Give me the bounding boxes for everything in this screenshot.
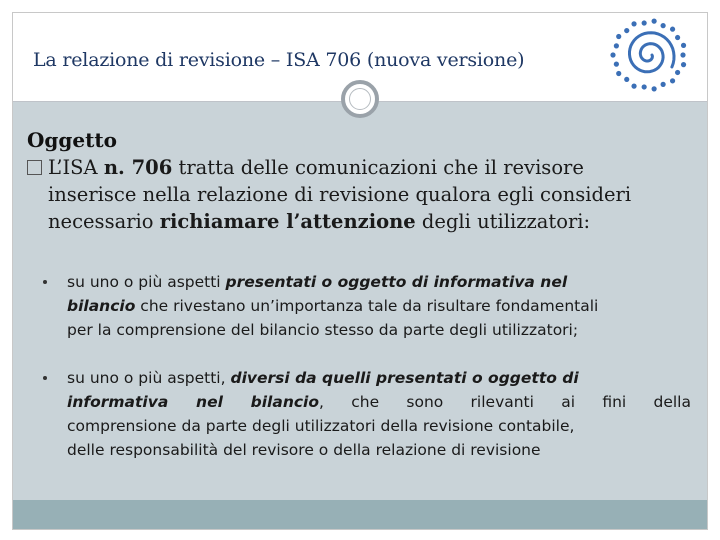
- item-text: su uno o più aspetti: [67, 273, 226, 291]
- list-item-line: comprensione da parte degli utilizzatori della revisione contabile,: [67, 417, 575, 435]
- main-paragraph: [27, 154, 687, 235]
- slide: [12, 12, 708, 530]
- checkbox-bullet-icon: [27, 160, 42, 175]
- list-item-text: [67, 270, 691, 342]
- intro-text: L’ISA: [48, 156, 104, 179]
- item-emphasis: bilancio: [67, 297, 136, 315]
- item-text: su uno o più aspetti,: [67, 369, 231, 387]
- slide-title: La relazione di revisione – ISA 706 (nuova versione): [33, 49, 525, 71]
- footer-bar: [13, 500, 707, 529]
- main-line-1: [27, 154, 687, 181]
- item-emphasis: presentati o oggetto di informativa nel: [225, 273, 568, 291]
- content-area: [13, 102, 707, 500]
- list-item-line: delle responsabilità del revisore o della relazione di revisione: [67, 441, 541, 459]
- spiral-dots-logo-icon: [607, 15, 691, 93]
- item-emphasis: diversi da quelli presentati o oggetto di: [230, 369, 579, 387]
- intro-bold: richiamare l’attenzione: [159, 210, 416, 233]
- dot-bullet-icon: [43, 280, 47, 284]
- list-item-line: per la comprensione del bilancio stesso da parte degli utilizzatori;: [67, 321, 579, 339]
- item-text: che rivestano un’importanza tale da risultare fondamentali: [135, 297, 599, 315]
- dot-bullet-icon: [43, 376, 47, 380]
- list-item-line: [67, 294, 691, 318]
- list-item-line: [67, 270, 691, 294]
- item-text: , che sono rilevanti ai fini della: [319, 393, 691, 411]
- circle-connector-icon: [341, 80, 379, 118]
- main-line-3: [27, 208, 687, 235]
- main-line-2: inserisce nella relazione di revisione qualora egli consideri: [48, 183, 632, 206]
- section-heading: Oggetto: [27, 128, 117, 152]
- intro-text: degli utilizzatori:: [415, 210, 591, 233]
- list-item-line: [67, 390, 691, 414]
- list-item-text: [67, 366, 691, 462]
- item-emphasis: informativa nel bilancio: [67, 393, 320, 411]
- intro-text: necessario: [48, 210, 160, 233]
- list-item-line: [67, 366, 691, 390]
- intro-text: tratta delle comunicazioni che il revisore: [172, 156, 584, 179]
- list-item: [43, 270, 691, 342]
- intro-bold: n. 706: [103, 156, 173, 179]
- list-item: [43, 366, 691, 462]
